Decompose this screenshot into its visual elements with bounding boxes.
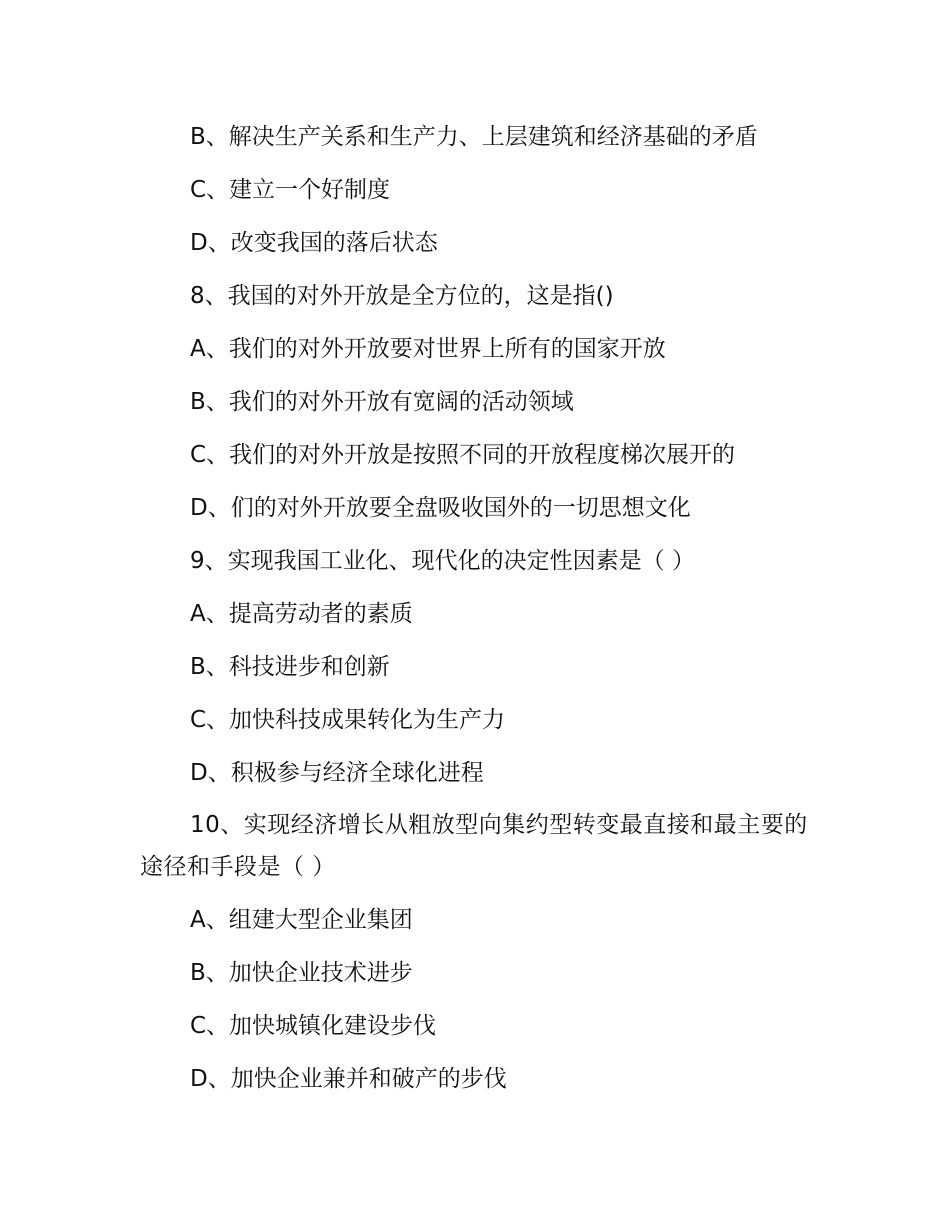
option-8a: A、我们的对外开放要对世界上所有的国家开放 — [190, 336, 666, 362]
option-7d: D、改变我国的落后状态 — [190, 230, 438, 256]
option-9b: B、科技进步和创新 — [190, 654, 390, 680]
option-8c: C、我们的对外开放是按照不同的开放程度梯次展开的 — [190, 442, 736, 468]
option-10a: A、组建大型企业集团 — [190, 907, 413, 933]
option-10b: B、加快企业技术进步 — [190, 960, 413, 986]
option-8b: B、我们的对外开放有宽阔的活动领域 — [190, 389, 574, 415]
question-8: 8、我国的对外开放是全方位的，这是指() — [190, 283, 614, 309]
option-9a: A、提高劳动者的素质 — [190, 601, 413, 627]
option-9c: C、加快科技成果转化为生产力 — [190, 707, 506, 733]
option-10d: D、加快企业兼并和破产的步伐 — [190, 1066, 507, 1092]
option-10c: C、加快城镇化建设步伐 — [190, 1013, 437, 1039]
option-7b: B、解决生产关系和生产力、上层建筑和经济基础的矛盾 — [190, 124, 758, 150]
question-10: 10、实现经济增长从粗放型向集约型转变最直接和最主要的途径和手段是（ ） — [140, 812, 808, 880]
option-7c: C、建立一个好制度 — [190, 177, 391, 203]
option-9d: D、积极参与经济全球化进程 — [190, 760, 484, 786]
option-8d: D、们的对外开放要全盘吸收国外的一切思想文化 — [190, 495, 691, 521]
question-9: 9、实现我国工业化、现代化的决定性因素是（ ） — [190, 548, 695, 574]
